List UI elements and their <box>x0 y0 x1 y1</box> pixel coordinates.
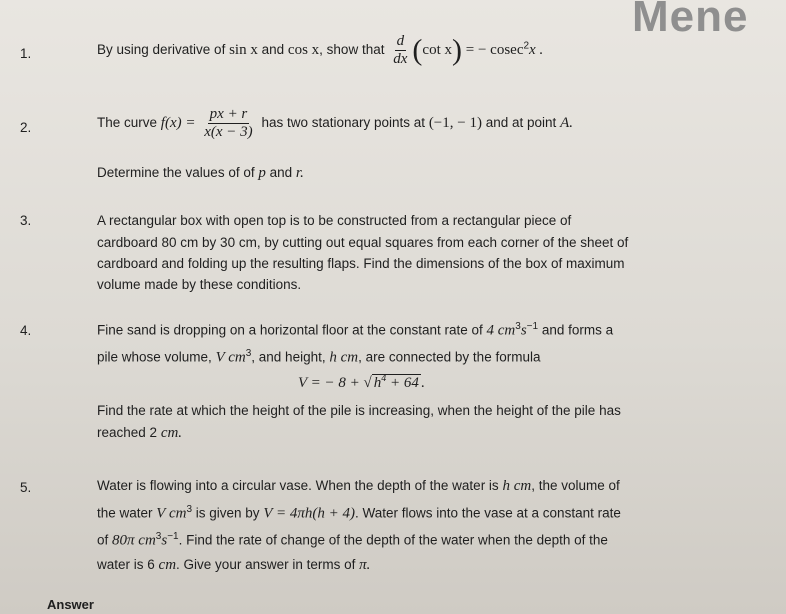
q5-volume: V cm <box>156 505 187 522</box>
q1-and: and <box>261 42 285 58</box>
q4-l2-b: , and height, <box>251 349 326 365</box>
q4-line-3: Find the rate at which the height of the pile is increasing, when the height of the pile has <box>97 403 621 418</box>
q5-line-1 <box>97 478 620 495</box>
q5-equation: V = 4πh(h + 4) <box>263 505 355 522</box>
q2-frac-bot: x(x − 3) <box>204 124 253 140</box>
q2-r: r. <box>295 165 304 181</box>
q2-intro: The curve <box>97 115 158 131</box>
q4-l1-a: Fine sand is dropping on a horizontal floor at the constant rate of <box>97 322 483 338</box>
q2-fraction <box>202 106 254 141</box>
q4-volume: V cm <box>215 349 246 366</box>
q1-frac-bot: dx <box>393 51 408 67</box>
q4-height: h cm <box>329 349 359 366</box>
q5-height: h cm <box>502 478 532 494</box>
q3-line-4: volume made by these conditions. <box>97 277 302 292</box>
q4-formula-end: . <box>420 375 425 391</box>
q2-line2-a: Determine the values of of <box>97 165 255 180</box>
q5-line-2 <box>97 504 621 523</box>
q5-pi: π. <box>359 557 371 573</box>
q1-sinx: sin x <box>229 42 258 59</box>
q2-point: (−1, − 1) <box>428 115 482 132</box>
q2-fx: f(x) = <box>160 115 196 132</box>
q3-line-2: cardboard 80 cm by 30 cm, by cutting out equal squares from each corner of the sheet of <box>97 235 629 250</box>
q1-cosx: cos x <box>287 42 320 59</box>
q4-formula: V = − 8 + √ $h^4 + 64$ . <box>298 373 425 391</box>
q5-rate-sup1: 3 <box>155 531 162 542</box>
q3-line-3: cardboard and folding up the resulting flaps. Find the dimensions of the box of maximum <box>97 256 625 271</box>
q5-l1-a: Water is flowing into a circular vase. When the depth of the water is <box>97 478 499 493</box>
q2-end: and at point <box>485 115 557 131</box>
q4-rate-sup2: −1 <box>526 321 539 332</box>
q4-l4-a: reached 2 <box>97 425 158 440</box>
q4-rate-sup1: 3 <box>515 321 521 332</box>
q2-point-a: A. <box>560 115 573 132</box>
q4-line-1 <box>97 321 613 340</box>
q1-rhs-end: x . <box>529 42 544 59</box>
q1-cot: cot x <box>422 42 452 59</box>
q1-frac-top: d <box>396 33 405 49</box>
q5-l3-b: . Find the rate of change of the depth of the water when the depth of the <box>178 532 608 548</box>
q4-sqrt-b: + 64 <box>390 375 419 391</box>
q3-line-1: A rectangular box with open top is to be constructed from a rectangular piece of <box>97 213 572 228</box>
q2-p: p <box>258 165 266 181</box>
q4-sqrt-sup: 4 <box>381 373 387 384</box>
question-2-line-2 <box>97 165 304 182</box>
q4-rate-s: s <box>520 322 527 339</box>
q2-frac-top: px + r <box>209 106 248 122</box>
logo-watermark: Mene <box>632 0 749 41</box>
q5-line-4 <box>97 557 370 574</box>
q1-text-after: , show that <box>319 42 385 58</box>
q1-text-before: By using derivative of <box>97 42 226 58</box>
question-4-number: 4. <box>20 323 32 338</box>
question-2-text <box>97 106 573 141</box>
q5-l4-b: cm <box>158 557 177 573</box>
q4-l2-c: , are connected by the formula <box>358 349 541 365</box>
question-1-number: 1. <box>20 46 32 61</box>
q4-line-2 <box>97 348 540 367</box>
q5-l4-c: . Give your answer in terms of <box>176 557 356 572</box>
q4-l4-b: cm. <box>160 425 183 441</box>
q5-volume-sup: 3 <box>186 504 192 515</box>
q5-l4-a: water is 6 <box>97 557 155 572</box>
q5-l3-a: of <box>97 532 109 548</box>
q4-l1-b: and forms a <box>541 322 614 338</box>
q4-l2-a: pile whose volume, <box>97 349 212 365</box>
q5-rate-sup2: −1 <box>167 531 179 542</box>
q4-rate: 4 cm <box>486 322 516 339</box>
question-3-number: 3. <box>20 213 32 228</box>
q5-l1-b: , the volume of <box>531 478 620 493</box>
q5-rate: 80π cm <box>112 532 156 549</box>
q4-line-4 <box>97 425 182 442</box>
q4-formula-sqrt <box>372 374 421 391</box>
q4-volume-sup: 3 <box>245 348 252 359</box>
q2-mid: has two stationary points at <box>261 115 426 131</box>
q5-l2-c: . Water flows into the vase at a constant rate <box>354 505 621 521</box>
answer-label: Answer <box>47 597 94 612</box>
q4-sqrt-h: h <box>373 375 382 391</box>
q1-derivative-fraction <box>391 33 409 68</box>
q5-rate-s: s <box>161 532 168 549</box>
q2-line2-b: and <box>269 165 293 180</box>
question-5-number: 5. <box>20 480 32 495</box>
q5-l2-a: the water <box>97 505 153 521</box>
question-2-number: 2. <box>20 120 32 135</box>
question-1-text: By using derivative of sin x and cos x, show that $\frac{d}{dx}$ (cot x) = − cosec$^2$x . <box>97 33 544 67</box>
q1-rhs-sup: 2 <box>523 40 530 52</box>
q4-formula-a: V = − 8 + <box>298 375 360 391</box>
q5-line-3 <box>97 531 608 550</box>
q1-rhs: = − cosec <box>465 42 524 59</box>
q5-l2-b: is given by <box>195 505 260 521</box>
